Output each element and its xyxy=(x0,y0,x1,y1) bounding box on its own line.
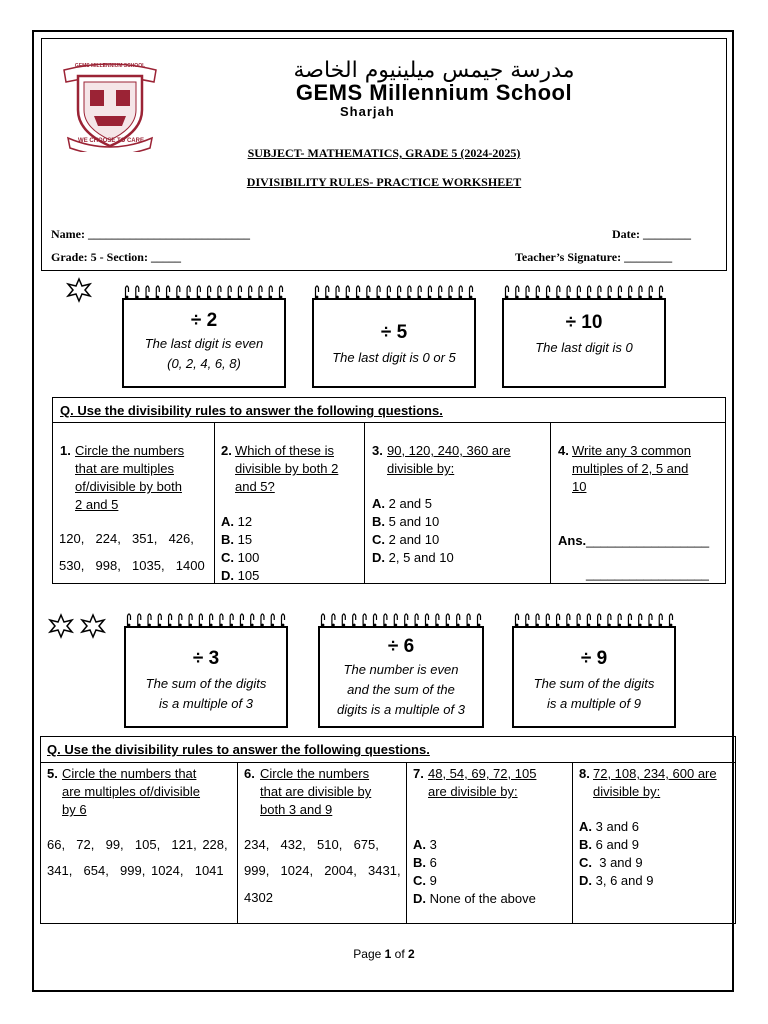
star-icon xyxy=(46,612,76,640)
question-text: divisible by: xyxy=(593,784,661,799)
question-number: 5. xyxy=(47,766,58,781)
option-c[interactable]: C. 100 xyxy=(221,550,260,565)
answer-label: Ans. xyxy=(558,533,587,548)
question-text: 90, 120, 240, 360 are xyxy=(387,443,511,458)
question-8 xyxy=(579,765,734,801)
question-number: 6. xyxy=(244,766,255,781)
option-b[interactable]: B. 6 xyxy=(413,855,437,870)
question-text: Which of these is xyxy=(235,443,334,458)
divider xyxy=(52,422,726,423)
rule-text: is a multiple of 3 xyxy=(159,696,253,711)
question-text: 72, 108, 234, 600 are xyxy=(593,766,717,781)
answer-line[interactable] xyxy=(558,532,709,550)
rule-title: ÷ 3 xyxy=(192,648,220,669)
question-text: Circle the numbers xyxy=(75,443,185,458)
spiral-binding-icon xyxy=(124,612,288,628)
spiral-binding-icon xyxy=(122,284,286,300)
question-4 xyxy=(558,442,723,496)
option-d[interactable]: D. 3, 6 and 9 xyxy=(579,873,654,888)
rule-title: ÷ 9 xyxy=(580,648,608,669)
question-text: are multiples of/divisible xyxy=(62,784,201,799)
section-heading: Q. Use the divisibility rules to answer the following questions. xyxy=(47,742,430,757)
question-number: 7. xyxy=(413,766,424,781)
option-a[interactable]: A. 2 and 5 xyxy=(372,496,432,511)
question-text: 2 and 5 xyxy=(75,497,119,512)
rule-card-div3 xyxy=(124,626,288,728)
section-heading: Q. Use the divisibility rules to answer the following questions. xyxy=(60,403,443,418)
answer-options xyxy=(579,818,653,890)
rule-card-div9 xyxy=(512,626,676,728)
star-icon xyxy=(64,276,94,304)
question-text: Circle the numbers xyxy=(260,766,370,781)
arabic-school-name: مدرسة جيمس ميلينيوم الخاصة xyxy=(293,58,575,83)
rule-title: ÷ 10 xyxy=(565,312,603,333)
question-text: that are divisible by xyxy=(260,784,372,799)
question-text: of/divisible by both xyxy=(75,479,182,494)
option-b[interactable]: B. 15 xyxy=(221,532,253,547)
answer-options xyxy=(413,836,536,908)
option-c[interactable]: C. 2 and 10 xyxy=(372,532,440,547)
rule-card-div2 xyxy=(122,298,286,388)
worksheet-title: DIVISIBILITY RULES- PRACTICE WORKSHEET xyxy=(246,175,522,189)
question-text: both 3 and 9 xyxy=(260,802,333,817)
question-number: 3. xyxy=(372,443,383,458)
rule-text: digits is a multiple of 3 xyxy=(337,702,465,717)
question-text: divisible by both 2 xyxy=(235,461,339,476)
rule-title: ÷ 2 xyxy=(190,310,218,331)
answer-blank[interactable]: _________________ xyxy=(586,566,709,581)
crest-motto: WE CHOOSE TO CARE xyxy=(78,138,144,144)
spiral-binding-icon xyxy=(312,284,476,300)
option-c[interactable]: C. 9 xyxy=(413,873,437,888)
question-number: 1. xyxy=(60,443,71,458)
rule-text: is a multiple of 9 xyxy=(547,696,641,711)
rule-card-div6 xyxy=(318,626,484,728)
question-5 xyxy=(47,765,235,819)
rule-card-div5 xyxy=(312,298,476,388)
date-field[interactable]: Date: ________ xyxy=(612,227,691,241)
name-field[interactable]: Name: ___________________________ xyxy=(51,227,250,241)
number-list[interactable]: 999, 1024, 2004, 3431, xyxy=(244,863,401,878)
option-c[interactable]: C. 3 and 9 xyxy=(579,855,643,870)
school-name: GEMS Millennium School xyxy=(295,80,573,105)
number-list[interactable]: 120, 224, 351, 426, xyxy=(59,531,194,546)
rule-card-div10 xyxy=(502,298,666,388)
option-b[interactable]: B. 6 and 9 xyxy=(579,837,639,852)
page-number: Page 1 of 2 xyxy=(353,947,415,961)
option-a[interactable]: A. 3 and 6 xyxy=(579,819,639,834)
option-d[interactable]: D. None of the above xyxy=(413,891,536,906)
rule-text: and the sum of the xyxy=(347,682,455,697)
question-number: 8. xyxy=(579,766,590,781)
question-6 xyxy=(244,765,404,819)
rule-text: The sum of the digits xyxy=(533,676,655,691)
option-b[interactable]: B. 5 and 10 xyxy=(372,514,440,529)
question-2 xyxy=(221,442,361,496)
rule-text: The last digit is even xyxy=(144,336,264,351)
question-text: Circle the numbers that xyxy=(62,766,197,781)
divider xyxy=(214,422,215,584)
question-text: that are multiples xyxy=(75,461,174,476)
divider xyxy=(237,762,238,924)
rule-text: (0, 2, 4, 6, 8) xyxy=(167,356,241,371)
divider xyxy=(406,762,407,924)
question-text: are divisible by: xyxy=(428,784,518,799)
spiral-binding-icon xyxy=(318,612,484,628)
school-city: Sharjah xyxy=(340,104,395,119)
spiral-binding-icon xyxy=(502,284,666,300)
rule-text: The sum of the digits xyxy=(145,676,267,691)
question-text: by 6 xyxy=(62,802,87,817)
divider xyxy=(550,422,551,584)
rule-text: The number is even xyxy=(343,662,459,677)
star-icon xyxy=(78,612,108,640)
rule-title: ÷ 5 xyxy=(380,322,408,343)
number-list[interactable]: 234, 432, 510, 675, xyxy=(244,837,379,852)
spiral-binding-icon xyxy=(512,612,676,628)
teacher-signature-field[interactable]: Teacher’s Signature: ________ xyxy=(515,250,673,264)
answer-options xyxy=(372,495,454,567)
rule-text: The last digit is 0 xyxy=(535,340,633,355)
rule-text: The last digit is 0 or 5 xyxy=(332,350,456,365)
question-text: divisible by: xyxy=(387,461,455,476)
question-number: 2. xyxy=(221,443,232,458)
question-3 xyxy=(372,442,547,478)
question-text: multiples of 2, 5 and xyxy=(572,461,689,476)
number-list[interactable]: 530, 998, 1035, 1400 xyxy=(59,558,205,573)
option-d[interactable]: D. 105 xyxy=(221,568,260,583)
number-list[interactable]: 341, 654, 999, 1024, 1041 xyxy=(47,863,224,878)
rule-title: ÷ 6 xyxy=(387,636,415,657)
question-text: 10 xyxy=(572,479,587,494)
divider xyxy=(40,762,736,763)
grade-section-field[interactable]: Grade: 5 - Section: _____ xyxy=(51,250,181,264)
option-d[interactable]: D. 2, 5 and 10 xyxy=(372,550,454,565)
answer-blank[interactable]: _________________ xyxy=(586,533,710,548)
divider xyxy=(572,762,573,924)
question-1 xyxy=(60,442,210,514)
option-a[interactable]: A. 3 xyxy=(413,837,437,852)
question-text: and 5? xyxy=(235,479,275,494)
option-a[interactable]: A. 12 xyxy=(221,514,253,529)
question-7 xyxy=(413,765,571,801)
subject-line: SUBJECT- MATHEMATICS, GRADE 5 (2024-2025) xyxy=(247,146,521,160)
answer-options xyxy=(221,513,259,585)
question-text: 48, 54, 69, 72, 105 xyxy=(428,766,537,781)
crest-top-text: GEMS MILLENNIUM SCHOOL xyxy=(74,63,146,69)
question-number: 4. xyxy=(558,443,569,458)
number-list[interactable]: 4302 xyxy=(244,890,273,905)
divider xyxy=(364,422,365,584)
number-list[interactable]: 66, 72, 99, 105, 121, 228, xyxy=(47,837,228,852)
question-text: Write any 3 common xyxy=(572,443,691,458)
